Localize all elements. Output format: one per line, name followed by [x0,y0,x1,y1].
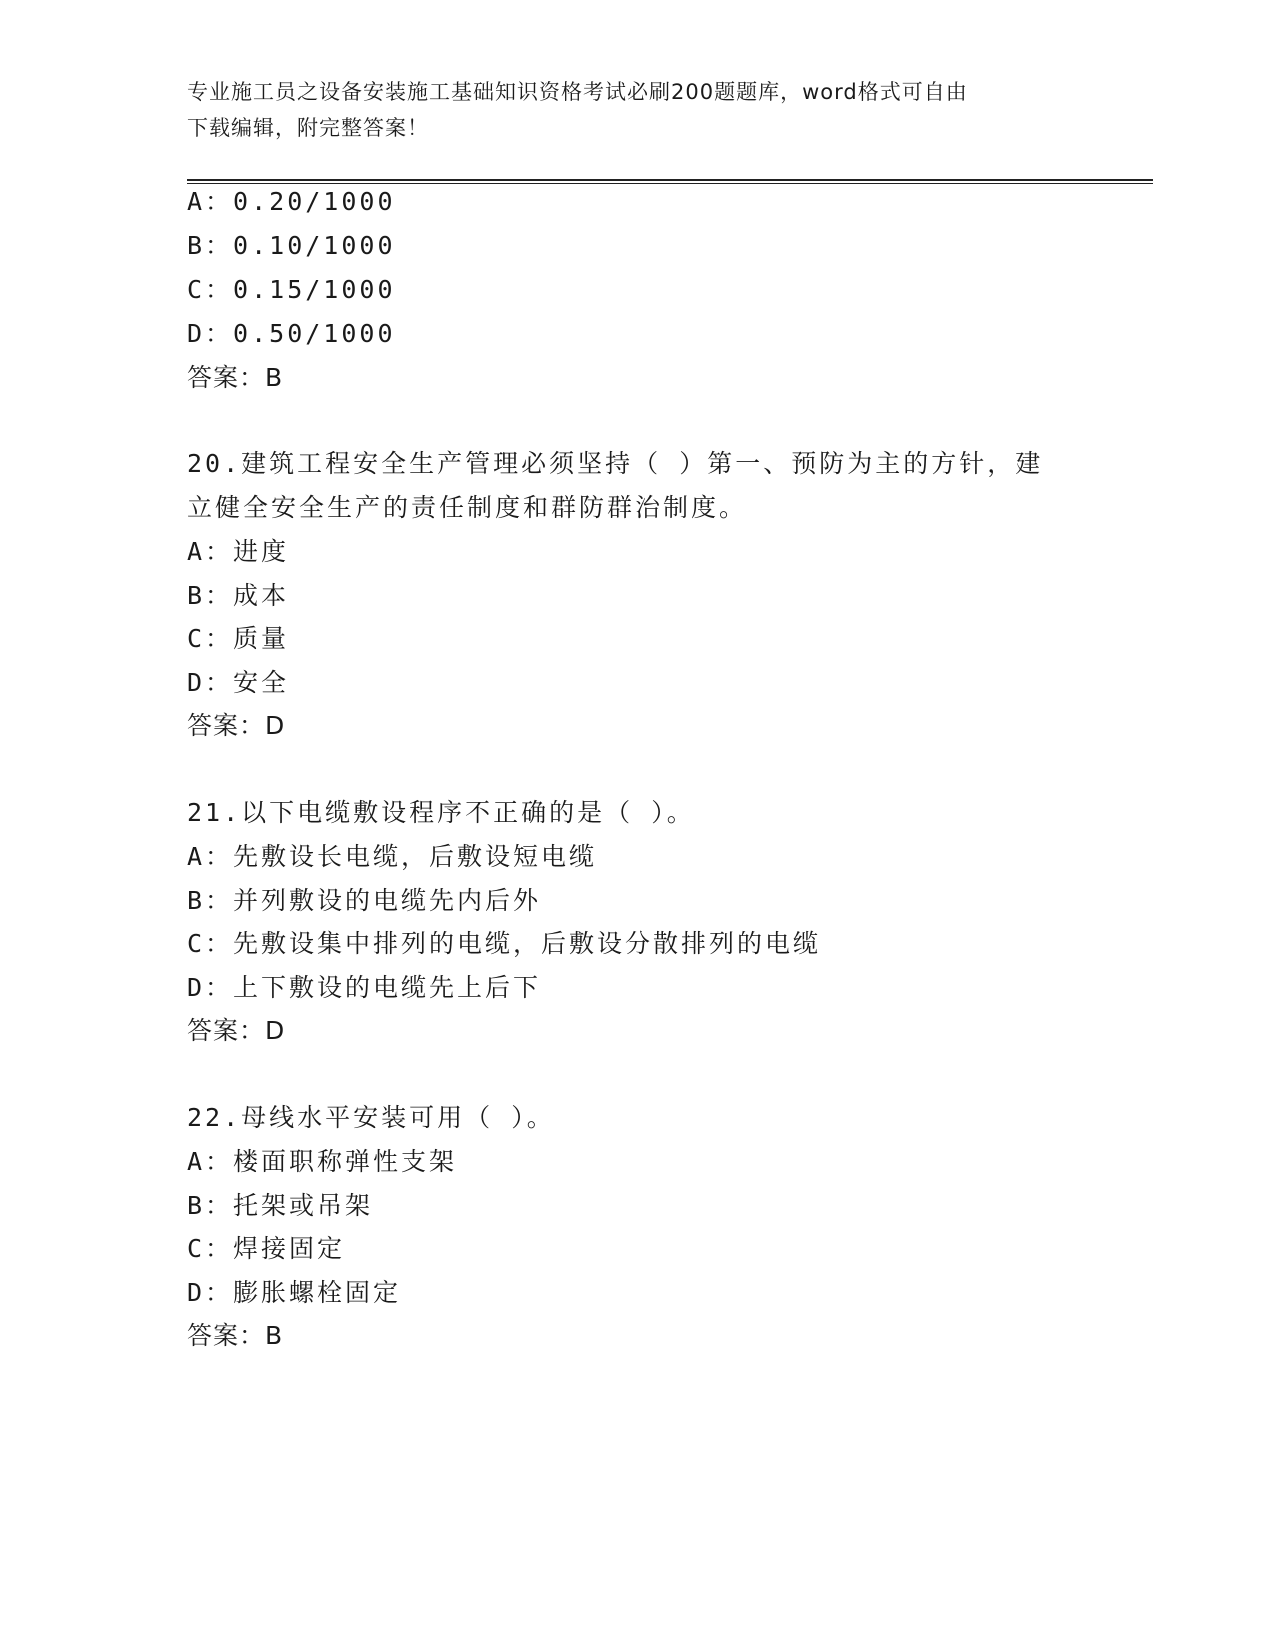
header-line-2: 下载编辑，附完整答案！ [187,116,429,140]
question-20-option-b: B：成本 [187,581,290,610]
option-a: A：0.20/1000 [187,187,396,216]
question-20-answer: 答案：D [187,711,286,740]
answer: 答案：B [187,363,284,392]
question-22-option-a: A：楼面职称弹性支架 [187,1147,458,1176]
question-21-option-a: A：先敷设长电缆，后敷设短电缆 [187,842,598,871]
question-20-option-a: A：进度 [187,537,290,566]
question-22-stem-line-1: 22.母线水平安装可用（ ）。 [187,1103,555,1132]
header-divider [187,179,1153,184]
question-20-option-d: D：安全 [187,668,290,697]
question-21-stem-line-1: 21.以下电缆敷设程序不正确的是（ ）。 [187,798,695,827]
question-20-option-c: C：质量 [187,624,290,653]
option-c: C：0.15/1000 [187,275,396,304]
question-21-option-d: D：上下敷设的电缆先上后下 [187,973,542,1002]
question-22-answer: 答案：B [187,1321,284,1350]
question-20-stem-line-1: 20.建筑工程安全生产管理必须坚持（ ）第一、预防为主的方针，建 [187,449,1044,478]
header-line-1: 专业施工员之设备安装施工基础知识资格考试必刷200题题库，word格式可自由 [187,80,968,104]
option-d: D：0.50/1000 [187,319,396,348]
question-22-option-c: C：焊接固定 [187,1234,346,1263]
question-21-option-b: B：并列敷设的电缆先内后外 [187,886,542,915]
question-22-option-b: B：托架或吊架 [187,1191,374,1220]
option-b: B：0.10/1000 [187,231,396,260]
question-20-stem-line-2: 立健全安全生产的责任制度和群防群治制度。 [187,493,748,522]
question-22-option-d: D：膨胀螺栓固定 [187,1278,402,1307]
question-21-answer: 答案：D [187,1016,286,1045]
question-21-option-c: C：先敷设集中排列的电缆，后敷设分散排列的电缆 [187,929,822,958]
document-header [187,74,1087,146]
